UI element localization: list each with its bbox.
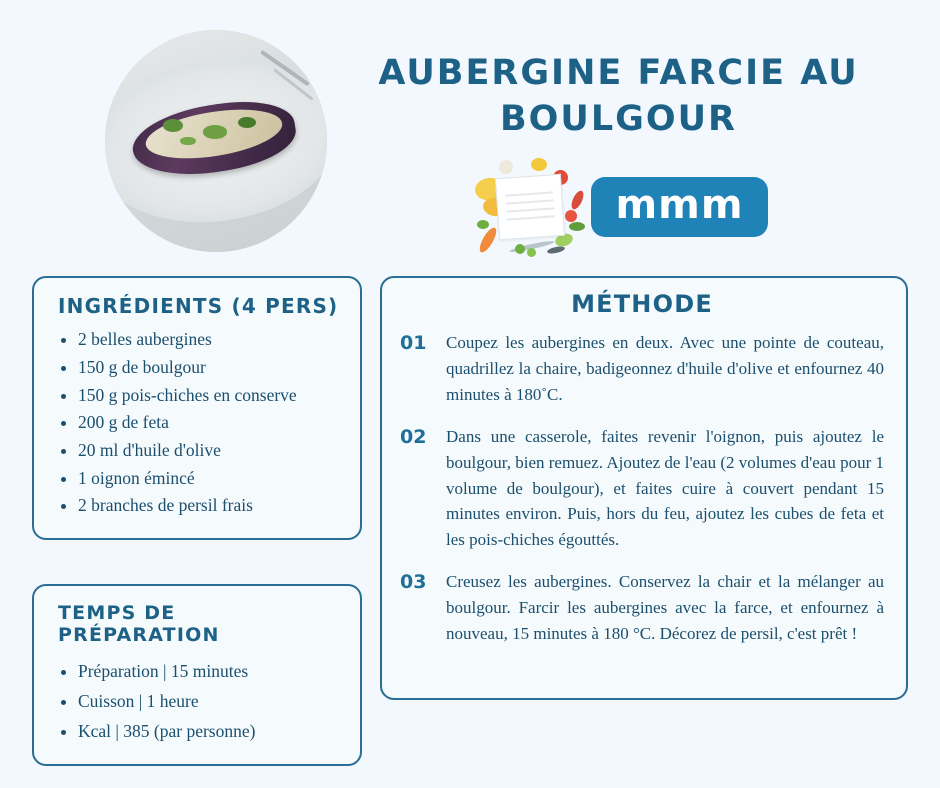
list-item: • 200 g de feta xyxy=(78,409,342,437)
herb-icon xyxy=(163,119,183,132)
food-illustration xyxy=(469,152,597,262)
logo-text: mmm xyxy=(591,177,767,237)
list-item: • 2 belles aubergines xyxy=(78,326,342,354)
ingredients-heading: INGRÉDIENTS (4 PERS) xyxy=(58,294,339,319)
ingredients-list xyxy=(52,326,342,519)
carrot-icon xyxy=(477,226,500,255)
method-step xyxy=(400,330,884,407)
recipe-photo xyxy=(105,30,327,252)
list-item: • 1 oignon émincé xyxy=(78,465,342,493)
method-card xyxy=(380,276,908,700)
content-columns xyxy=(0,276,940,766)
herb-icon xyxy=(203,125,227,138)
pea-icon xyxy=(515,244,525,254)
method-heading: MÉTHODE xyxy=(571,290,713,319)
herb-icon xyxy=(238,117,256,128)
brand-logo xyxy=(327,152,910,262)
ingredients-card xyxy=(32,276,362,539)
list-item: • 2 branches de persil frais xyxy=(78,492,342,520)
pea-icon xyxy=(527,248,536,257)
garlic-icon xyxy=(499,160,513,174)
method-step xyxy=(400,424,884,553)
list-item: • 20 ml d'huile d'olive xyxy=(78,437,342,465)
step-number: 03 xyxy=(400,571,427,593)
lemon-icon xyxy=(531,158,547,171)
step-number: 02 xyxy=(400,425,427,448)
leaf-icon xyxy=(569,222,585,231)
list-item: • Préparation | 15 minutes xyxy=(78,656,342,686)
left-column xyxy=(32,276,362,766)
step-number: 01 xyxy=(400,332,427,355)
page-title: AUBERGINE FARCIE AU BOULGOUR xyxy=(378,53,859,140)
prep-time-card xyxy=(32,584,362,766)
prep-time-heading: TEMPS DE PRÉPARATION xyxy=(58,601,220,646)
list-item: • Cuisson | 1 heure xyxy=(78,686,342,716)
notepad-icon xyxy=(495,174,565,240)
prep-time-list xyxy=(52,656,342,746)
header-area xyxy=(0,0,940,262)
list-item: • 150 g de boulgour xyxy=(78,354,342,382)
list-item: • Kcal | 385 (par personne) xyxy=(78,716,342,746)
carrot-top-icon xyxy=(477,220,489,229)
right-column xyxy=(380,276,908,700)
stuffed-eggplant-photo xyxy=(105,30,327,252)
step-text: Dans une casserole, faites revenir l'oignon, puis ajoutez le boulgour, bien remuez. Ajoutez de l'eau (2 volumes d'eau pour 1 volume de boulgour), et faites cuire à couvert pendant 15 minutes environ. Puis, hors du feu, ajoutez les cubes de feta et les pois-chiches égouttés. xyxy=(446,426,884,550)
title-block xyxy=(327,24,910,262)
step-text: Coupez les aubergines en deux. Avec une pointe de couteau, quadrillez la chaire, badigeonnez d'huile d'olive et enfournez 40 minutes à 180˚C. xyxy=(446,333,884,405)
method-step xyxy=(400,569,884,646)
step-text: Creusez les aubergines. Conservez la chair et la mélanger au boulgour. Farcir les aubergines avec la farce, et enfournez à nouveau, 15 minutes à 180 °C. Décorez de persil, c'est prêt ! xyxy=(446,572,884,643)
knife-handle-icon xyxy=(547,246,566,256)
list-item: • 150 g pois-chiches en conserve xyxy=(78,382,342,410)
chili-icon xyxy=(570,189,587,211)
tomato-icon xyxy=(565,210,577,222)
